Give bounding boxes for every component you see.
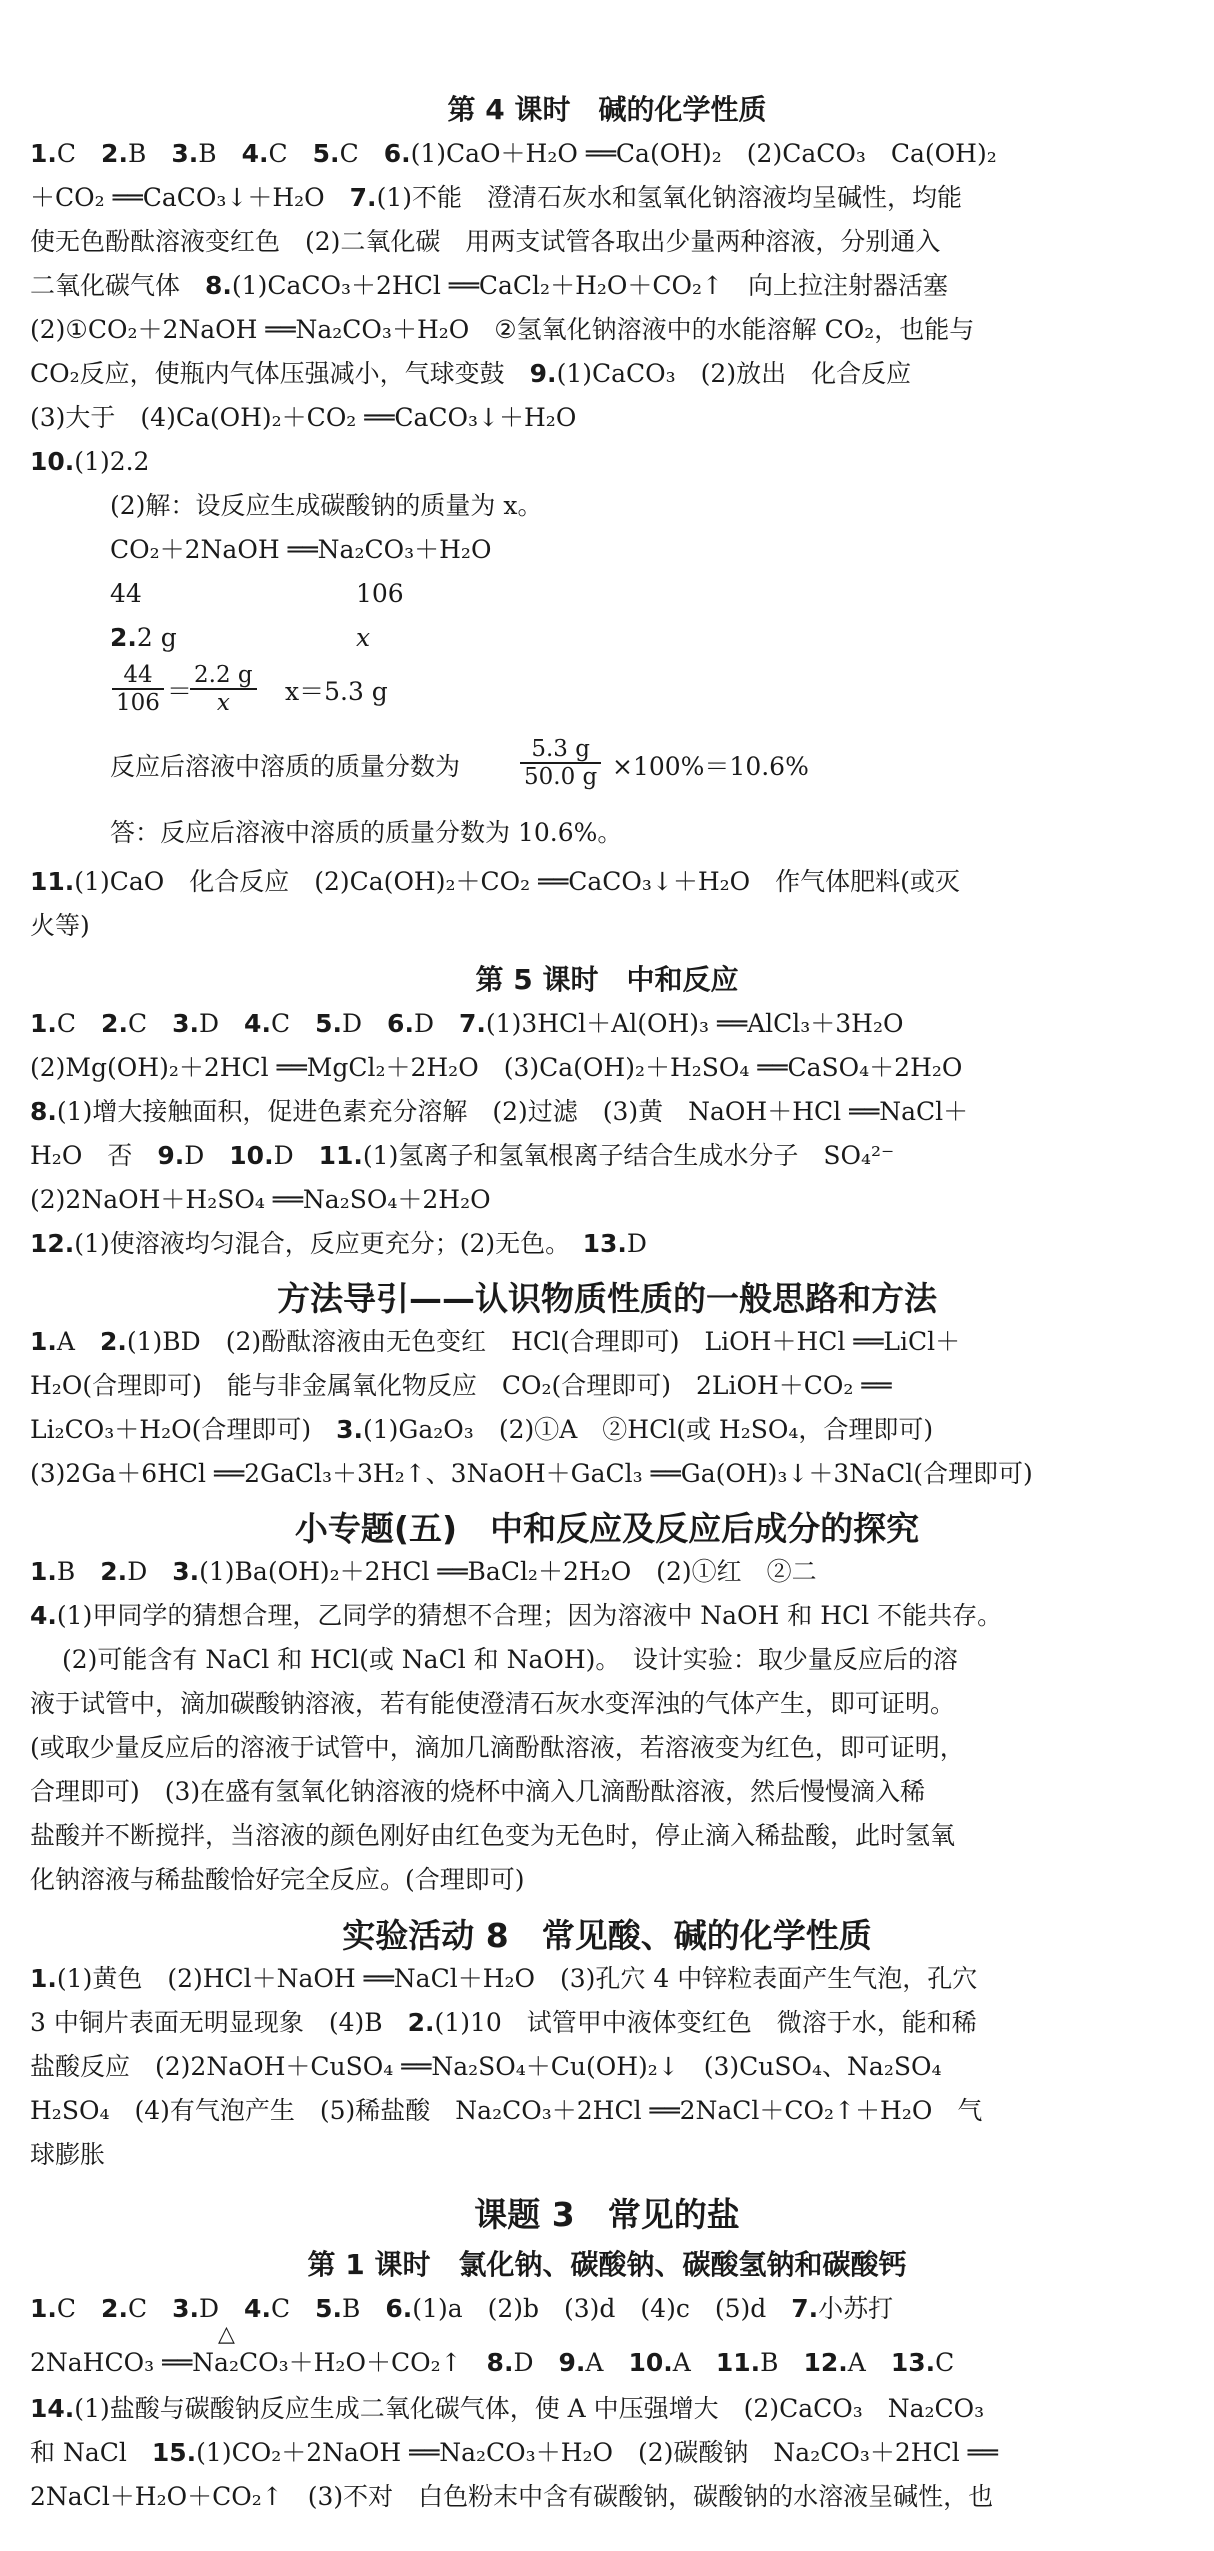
answer-line: 2NaCl＋H₂O＋CO₂↑ (3)不对 白色粉末中含有碳酸钠，碳酸钠的水溶液呈碱性，也: [30, 2482, 994, 2511]
fraction: [112, 662, 164, 716]
answer-line: 和 NaCl 15.(1)CO₂＋2NaOH ══Na₂CO₃＋H₂O (2)碳酸钠 Na₂CO₃＋2HCl ══: [30, 2438, 998, 2467]
answer-line: 合理即可) (3)在盛有氢氧化钠溶液的烧杯中滴入几滴酚酞溶液，然后慢慢滴入稀: [30, 1777, 926, 1806]
answer-line: (3)2Ga＋6HCl ══2GaCl₃＋3H₂↑、3NaOH＋GaCl₃ ══Ga(OH)₃↓＋3NaCl(合理即可): [30, 1459, 1033, 1488]
solution-line: 答：反应后溶液中溶质的质量分数为 10.6%。: [110, 818, 623, 847]
section-subtitle-lesson1: 第 1 课时 氯化钠、碳酸钠、碳酸氢钠和碳酸钙: [307, 2248, 907, 2281]
answer-line: 10.(1)2.2: [30, 447, 150, 476]
fraction-denominator: x: [216, 690, 230, 716]
answer-line: 12.(1)使溶液均匀混合，反应更充分；(2)无色。 13.D: [30, 1229, 647, 1258]
answer-line: 11.(1)CaO 化合反应 (2)Ca(OH)₂＋CO₂ ══CaCO₃↓＋H₂O 作气体肥料(或灭: [30, 867, 960, 896]
answer-line: 4.(1)甲同学的猜想合理，乙同学的猜想不合理；因为溶液中 NaOH 和 HCl 不能共存。: [30, 1601, 1003, 1630]
answer-line: 球膨胀: [30, 2140, 106, 2169]
fraction-denominator: 50.0 g: [524, 764, 598, 790]
answer-line: 1.C 2.C 3.D 4.C 5.D 6.D 7.(1)3HCl＋Al(OH)₃ ══AlCl₃＋3H₂O: [30, 1009, 904, 1038]
answer-line: (或取少量反应后的溶液于试管中，滴加几滴酚酞溶液，若溶液变为红色，即可证明，: [30, 1733, 965, 1762]
answer-line: 火等): [30, 911, 90, 940]
answer-line: H₂O(合理即可) 能与非金属氧化物反应 CO₂(合理即可) 2LiOH＋CO₂ ══: [30, 1371, 892, 1400]
equation-line: CO₂＋2NaOH ══Na₂CO₃＋H₂O: [110, 535, 492, 564]
answer-line: 盐酸并不断搅拌，当溶液的颜色刚好由红色变为无色时，停止滴入稀盐酸，此时氢氧: [30, 1821, 956, 1850]
answer-line: (2)①CO₂＋2NaOH ══Na₂CO₃＋H₂O ②氢氧化钠溶液中的水能溶解 CO₂，也能与: [30, 315, 975, 344]
answer-line: 8.(1)增大接触面积，促进色素充分溶解 (2)过滤 (3)黄 NaOH＋HCl ══NaCl＋: [30, 1097, 969, 1126]
answer-line: 14.(1)盐酸与碳酸钠反应生成二氧化碳气体，使 A 中压强增大 (2)CaCO₃ Na₂CO₃: [30, 2394, 985, 2423]
answer-line: 2NaHCO₃ ══Na₂CO₃＋H₂O＋CO₂↑ 8.D 9.A 10.A 11.B 12.A 13.C: [30, 2348, 955, 2377]
equals-sign: ＝: [167, 677, 193, 706]
answer-line: 1.(1)黄色 (2)HCl＋NaOH ══NaCl＋H₂O (3)孔穴 4 中锌粒表面产生气泡，孔穴: [30, 1964, 978, 1993]
answer-line: 使无色酚酞溶液变红色 (2)二氧化碳 用两支试管各取出少量两种溶液，分别通入: [30, 227, 941, 256]
answer-line: ＋CO₂ ══CaCO₃↓＋H₂O 7.(1)不能 澄清石灰水和氢氧化钠溶液均呈碱性，均能: [30, 183, 962, 212]
ratio-value: x: [356, 623, 371, 652]
section-title-method: 方法导引——认识物质性质的一般思路和方法: [277, 1279, 937, 1318]
fraction-numerator: 2.2 g: [190, 662, 257, 690]
answer-line: 二氧化碳气体 8.(1)CaCO₃＋2HCl ══CaCl₂＋H₂O＋CO₂↑ 向上拉注射器活塞: [30, 271, 948, 300]
section-title-topic3: 课题 3 常见的盐: [474, 2195, 740, 2234]
fraction: [520, 736, 601, 790]
ratio-value: 106: [356, 579, 404, 608]
answer-line: 1.A 2.(1)BD (2)酚酞溶液由无色变红 HCl(合理即可) LiOH＋HCl ══LiCl＋: [30, 1327, 961, 1356]
solution-line: 反应后溶液中溶质的质量分数为: [110, 752, 461, 781]
solution-line: (2)解：设反应生成碳酸钠的质量为 x。: [110, 491, 543, 520]
answer-line: 盐酸反应 (2)2NaOH＋CuSO₄ ══Na₂SO₄＋Cu(OH)₂↓ (3)CuSO₄、Na₂SO₄: [30, 2052, 942, 2081]
solution-line: ×100%＝10.6%: [612, 752, 809, 781]
answer-line: 1.C 2.B 3.B 4.C 5.C 6.(1)CaO＋H₂O ══Ca(OH)₂ (2)CaCO₃ Ca(OH)₂: [30, 139, 997, 168]
answer-line: H₂SO₄ (4)有气泡产生 (5)稀盐酸 Na₂CO₃＋2HCl ══2NaCl＋CO₂↑＋H₂O 气: [30, 2096, 983, 2125]
answer-line: 3 中铜片表面无明显现象 (4)B 2.(1)10 试管甲中液体变红色 微溶于水，能和稀: [30, 2008, 977, 2037]
answer-line: (2)可能含有 NaCl 和 HCl(或 NaCl 和 NaOH)。 设计实验：取少量反应后的溶: [62, 1645, 958, 1674]
answer-line: 液于试管中，滴加碳酸钠溶液，若有能使澄清石灰水变浑浊的气体产生，即可证明。: [30, 1689, 956, 1718]
section-title-lab8: 实验活动 8 常见酸、碱的化学性质: [342, 1916, 872, 1955]
answer-line: 化钠溶液与稀盐酸恰好完全反应。(合理即可): [30, 1865, 525, 1894]
answer-line: CO₂反应，使瓶内气体压强减小，气球变鼓 9.(1)CaCO₃ (2)放出 化合反应: [30, 359, 912, 388]
fraction-denominator: 106: [116, 690, 160, 716]
answer-line: (2)Mg(OH)₂＋2HCl ══MgCl₂＋2H₂O (3)Ca(OH)₂＋H₂SO₄ ══CaSO₄＋2H₂O: [30, 1053, 963, 1082]
fraction-numerator: 44: [112, 662, 164, 690]
answer-line: Li₂CO₃＋H₂O(合理即可) 3.(1)Ga₂O₃ (2)①A ②HCl(或 H₂SO₄，合理即可): [30, 1415, 934, 1444]
result-value: x＝5.3 g: [285, 677, 388, 706]
answer-line: 1.C 2.C 3.D 4.C 5.B 6.(1)a (2)b (3)d (4)c (5)d 7.小苏打: [30, 2294, 894, 2323]
answer-line: H₂O 否 9.D 10.D 11.(1)氢离子和氢氧根离子结合生成水分子 SO₄²⁻: [30, 1141, 895, 1170]
heat-delta-symbol: △: [218, 2322, 235, 2347]
fraction: [190, 662, 257, 716]
answer-line: (2)2NaOH＋H₂SO₄ ══Na₂SO₄＋2H₂O: [30, 1185, 491, 1214]
fraction-numerator: 5.3 g: [520, 736, 601, 764]
ratio-value: 2.2 g: [110, 623, 177, 652]
section-title-lesson4: 第 4 课时 碱的化学性质: [447, 93, 767, 126]
section-title-lesson5: 第 5 课时 中和反应: [475, 963, 739, 996]
answer-line: (3)大于 (4)Ca(OH)₂＋CO₂ ══CaCO₃↓＋H₂O: [30, 403, 577, 432]
section-title-topic5: 小专题(五) 中和反应及反应后成分的探究: [294, 1509, 920, 1548]
answer-line: 1.B 2.D 3.(1)Ba(OH)₂＋2HCl ══BaCl₂＋2H₂O (2)①红 ②二: [30, 1557, 817, 1586]
ratio-value: 44: [110, 579, 142, 608]
